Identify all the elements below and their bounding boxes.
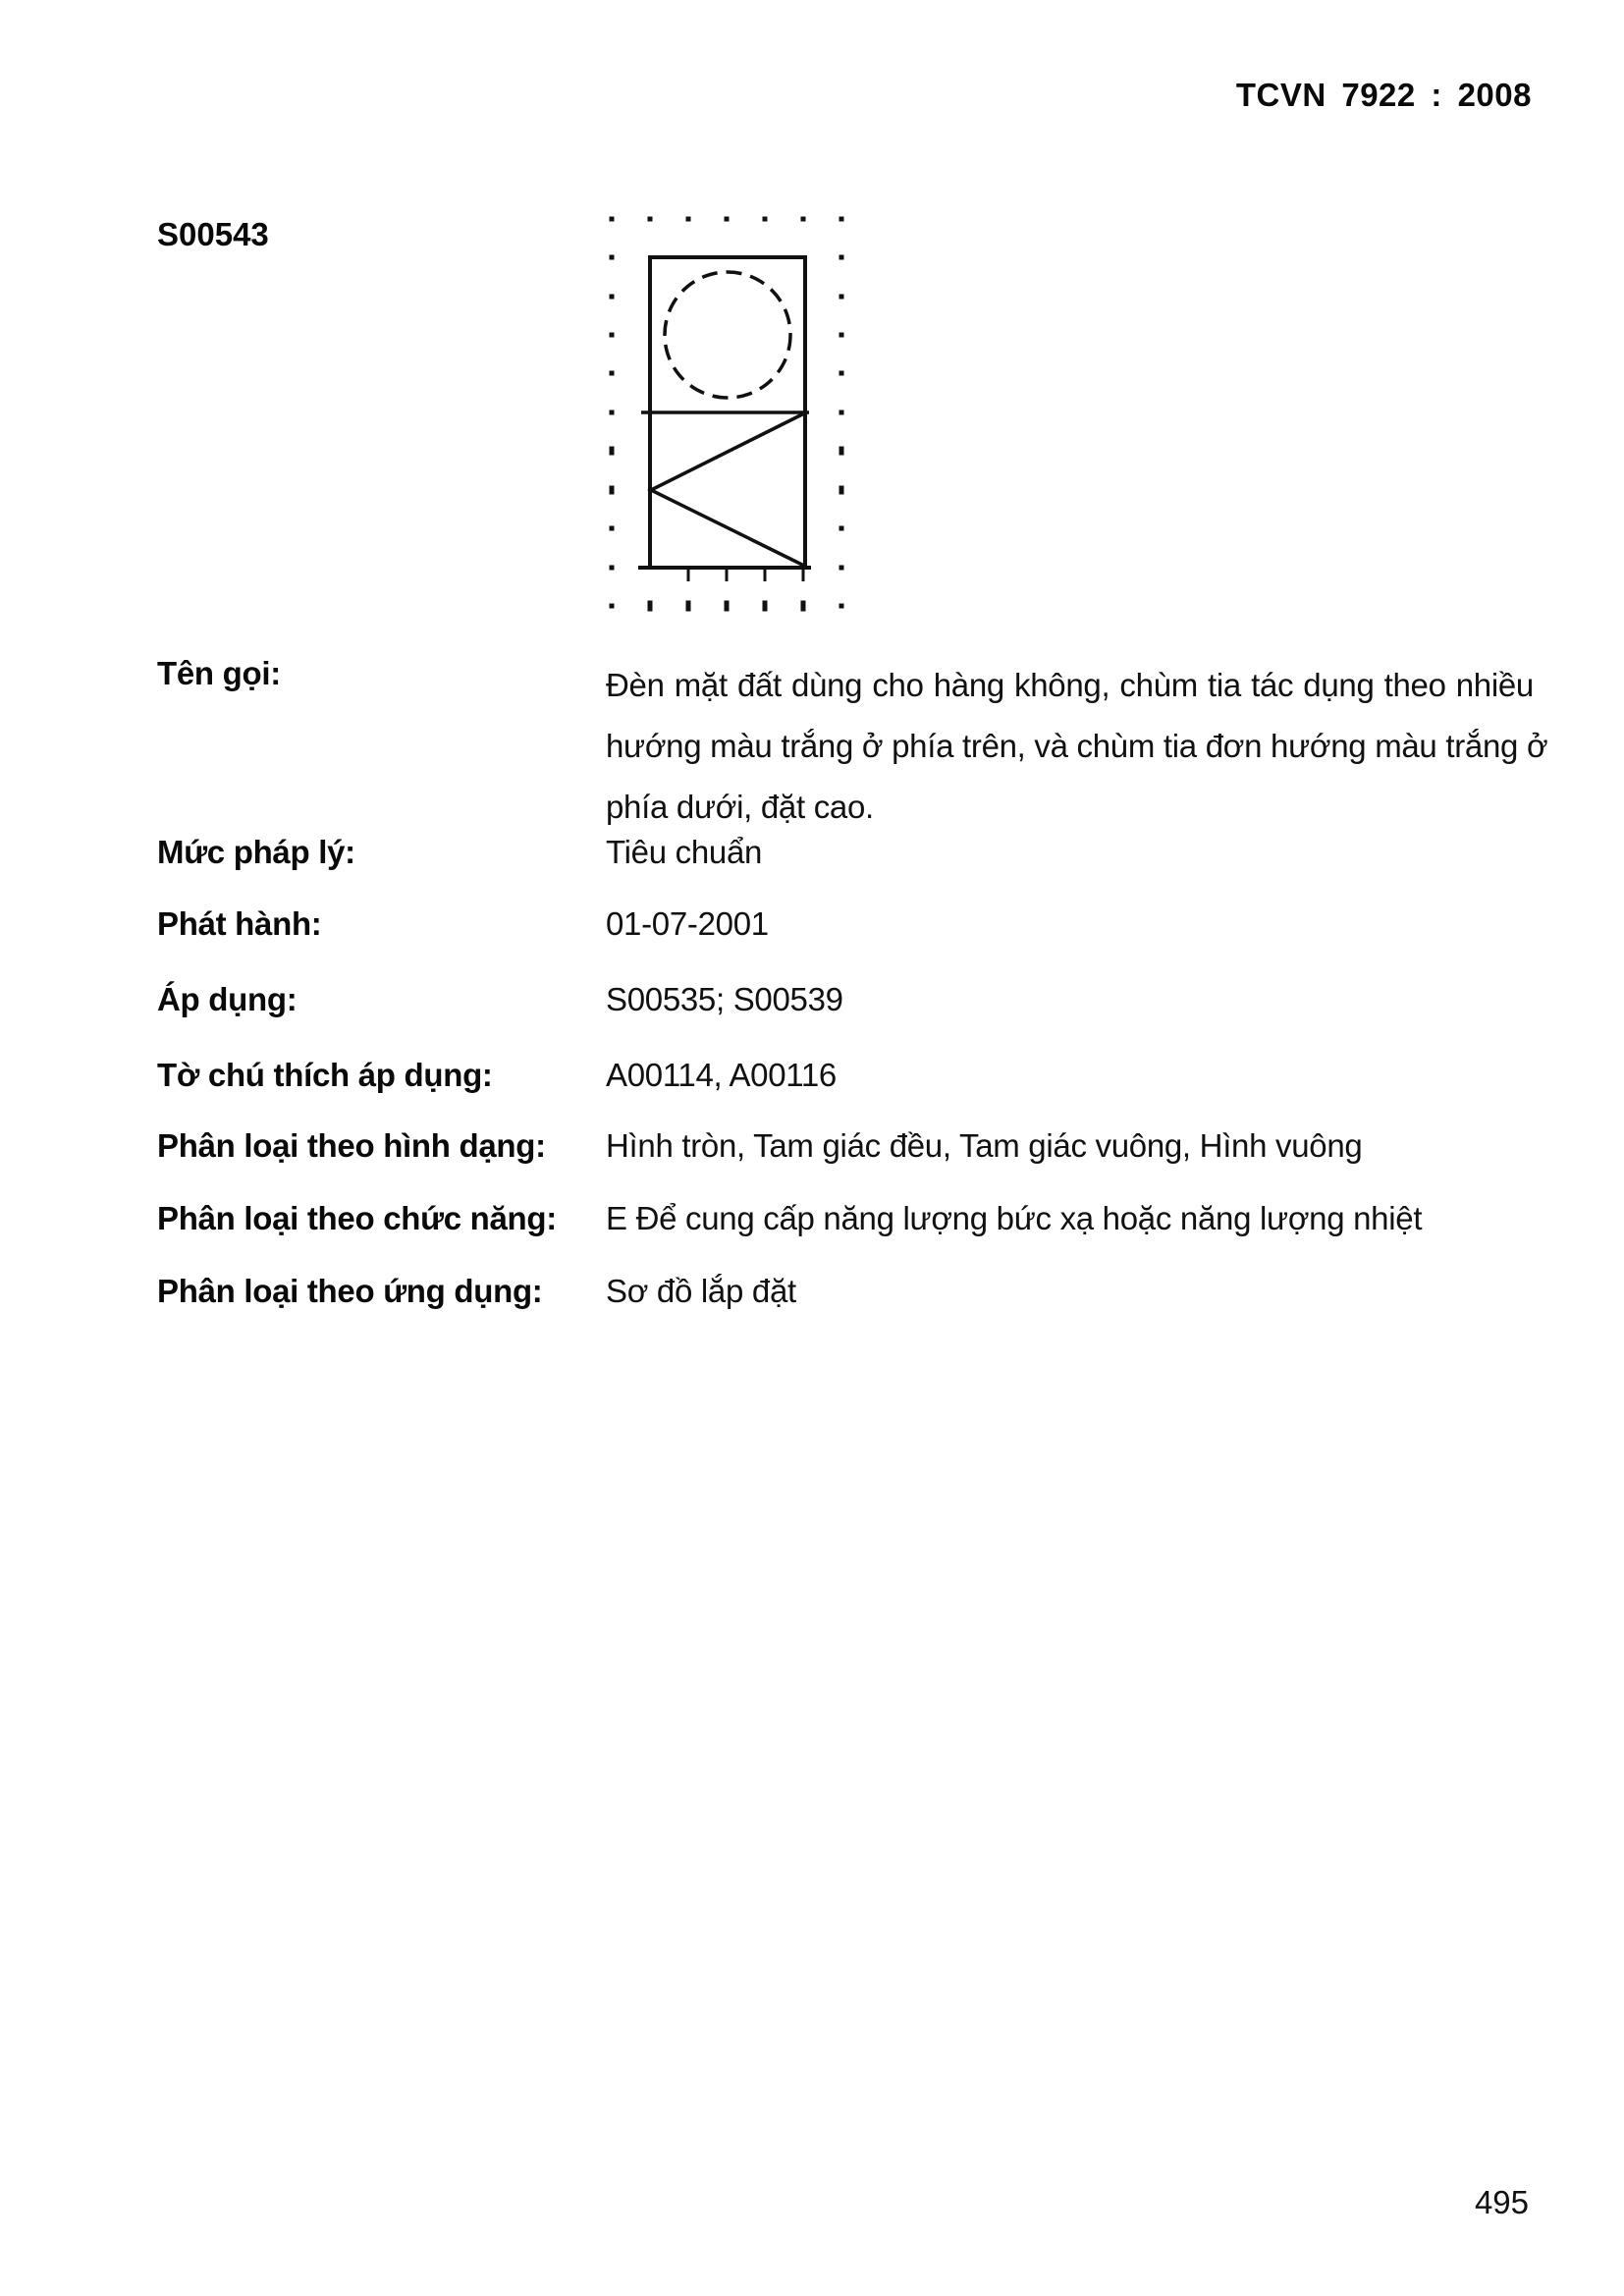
field-value: Tiêu chuẩn xyxy=(606,834,763,870)
field-label: Phân loại theo ứng dụng: xyxy=(157,1273,543,1309)
standard-code: TCVN 7922 : 2008 xyxy=(1235,77,1532,113)
field-value: A00114, A00116 xyxy=(606,1057,837,1093)
value-line: Đèn mặt đất dùng cho hàng không, chùm tia tác dụng theo nhiều xyxy=(606,667,1534,703)
field-value: S00535; S00539 xyxy=(606,981,843,1017)
field-label: Tờ chú thích áp dụng: xyxy=(157,1057,493,1093)
field-value: Sơ đồ lắp đặt xyxy=(606,1273,796,1309)
field-label: Áp dụng: xyxy=(157,981,298,1017)
field-label: Phân loại theo chức năng: xyxy=(157,1200,557,1236)
symbol-figure xyxy=(589,196,864,629)
field-label: Phân loại theo hình dạng: xyxy=(157,1127,546,1164)
field-value: E Để cung cấp năng lượng bức xạ hoặc năng lượng nhiệt xyxy=(606,1200,1423,1236)
symbol-id: S00543 xyxy=(157,216,269,252)
field-label: Tên gọi: xyxy=(157,655,281,691)
page-number: 495 xyxy=(1474,2184,1529,2220)
symbol-dashed-circle xyxy=(665,272,790,398)
field-value xyxy=(606,655,1548,838)
field-label: Phát hành: xyxy=(157,905,322,942)
field-value: Hình tròn, Tam giác đều, Tam giác vuông, Hình vuông xyxy=(606,1127,1363,1164)
symbol-chevron xyxy=(651,413,804,566)
symbol-base-ticks xyxy=(688,570,803,581)
value-line: phía dưới, đặt cao. xyxy=(606,789,874,825)
value-line: hướng màu trắng ở phía trên, và chùm tia đơn hướng màu trắng ở xyxy=(606,728,1548,764)
field-label: Mức pháp lý: xyxy=(157,834,355,870)
field-value: 01-07-2001 xyxy=(606,905,769,942)
